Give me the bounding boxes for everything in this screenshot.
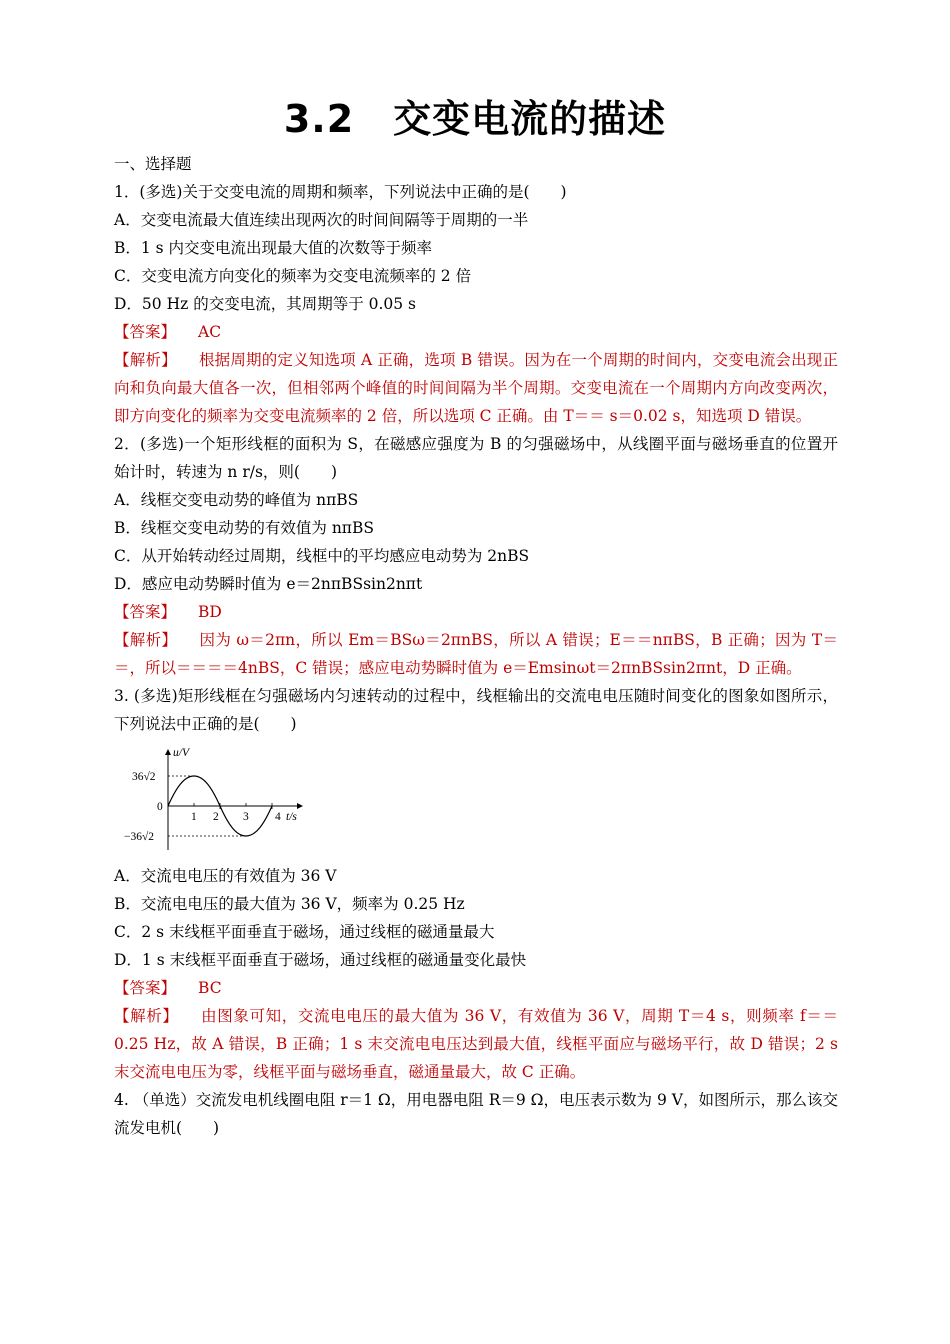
answer-label: 【答案】 — [114, 323, 177, 341]
analysis-label: 【解析】 — [114, 351, 177, 369]
q1-option-a: A．交变电流最大值连续出现两次的时间间隔等于周期的一半 — [114, 211, 529, 229]
q2-stem: 2．(多选)一个矩形线框的面积为 S，在磁感应强度为 B 的匀强磁场中，从线圈平面与磁场垂直的位置开始计时，转速为 n r/s，则( ) — [114, 435, 838, 481]
analysis-label: 【解析】 — [114, 1007, 179, 1025]
voltage-time-graph — [118, 744, 838, 856]
q2-option-d: D．感应电动势瞬时值为 e＝2nπBSsin2nπt — [114, 575, 423, 593]
answer-label: 【答案】 — [114, 603, 177, 621]
q2-option-c: C．从开始转动经过周期，线框中的平均感应电动势为 2nBS — [114, 547, 530, 565]
voltage-graph-svg — [118, 744, 318, 856]
q2-option-b: B．线框交变电动势的有效值为 nπBS — [114, 519, 374, 537]
answer-value: BC — [198, 979, 222, 997]
x-tick-label-4: 4 — [275, 811, 281, 823]
y-axis-label: u/V — [173, 747, 189, 759]
x-axis-label: t/s — [286, 811, 297, 823]
q4-stem: 4. （单选）交流发电机线圈电阻 r＝1 Ω，用电器电阻 R＝9 Ω，电压表示数为 9 V，如图所示，那么该交流发电机( ) — [114, 1091, 838, 1137]
x-tick-label-2: 2 — [213, 811, 219, 823]
q2-answer — [114, 598, 838, 626]
answer-value: AC — [198, 323, 222, 341]
q1-option-c: C．交变电流方向变化的频率为交变电流频率的 2 倍 — [114, 267, 472, 285]
analysis-text: 根据周期的定义知选项 A 正确，选项 B 错误。因为在一个周期的时间内，交变电流会出现正向和负向最大值各一次，但相邻两个峰值的时间间隔为半个周期。交变电流在一个周期内方向改变两次，即方向变化的频率为交变电流频率的 2 倍，所以选项 C 正确。由 T＝＝ s＝0.02 s，知选项 D 错误。 — [114, 351, 838, 425]
answer-label: 【答案】 — [114, 979, 177, 997]
q3-analysis — [114, 1002, 838, 1086]
answer-value: BD — [198, 603, 222, 621]
x-tick-label-3: 3 — [243, 811, 249, 823]
analysis-text: 由图象可知，交流电电压的最大值为 36 V，有效值为 36 V，周期 T＝4 s，则频率 f＝＝0.25 Hz，故 A 错误，B 正确；1 s 末交流电电压达到最大值，线框平面应与磁场平行，故 D 错误；2 s 末交流电电压为零，线框平面与磁场垂直，磁通量最大，故 C 正确。 — [114, 1007, 838, 1081]
q3-answer — [114, 974, 838, 1002]
q2-option-a: A．线框交变电动势的峰值为 nπBS — [114, 491, 359, 509]
q1-option-b: B．1 s 内交变电流出现最大值的次数等于频率 — [114, 239, 433, 257]
q1-answer — [114, 318, 838, 346]
q1-stem: 1．(多选)关于交变电流的周期和频率，下列说法中正确的是( ) — [114, 183, 567, 201]
q3-option-b: B．交流电电压的最大值为 36 V，频率为 0.25 Hz — [114, 895, 465, 913]
q2-analysis — [114, 626, 838, 682]
q3-stem: 3. (多选)矩形线框在匀强磁场内匀速转动的过程中，线框输出的交流电电压随时间变化的图象如图所示，下列说法中正确的是( ) — [114, 687, 838, 733]
q1-option-d: D．50 Hz 的交变电流，其周期等于 0.05 s — [114, 295, 417, 313]
y-max-label: 36√2 — [132, 771, 156, 783]
document-body — [114, 150, 838, 1142]
y-min-label: −36√2 — [124, 831, 155, 843]
origin-label: 0 — [157, 801, 163, 813]
q1-analysis — [114, 346, 838, 430]
x-tick-label-1: 1 — [191, 811, 197, 823]
q3-option-a: A．交流电电压的有效值为 36 V — [114, 867, 337, 885]
q3-option-c: C．2 s 末线框平面垂直于磁场，通过线框的磁通量最大 — [114, 923, 495, 941]
section-heading: 一、选择题 — [114, 155, 192, 173]
q3-option-d: D．1 s 末线框平面垂直于磁场，通过线框的磁通量变化最快 — [114, 951, 527, 969]
analysis-label: 【解析】 — [114, 631, 178, 649]
analysis-text: 因为 ω＝2πn，所以 Em＝BSω＝2πnBS，所以 A 错误；E＝＝nπBS，B 正确；因为 T＝＝，所以＝＝＝＝4nBS，C 错误；感应电动势瞬时值为 e＝Emsinωt＝2πnBSsin2πnt，D 正确。 — [114, 631, 838, 677]
page-title: 3.2 交变电流的描述 — [283, 97, 667, 141]
